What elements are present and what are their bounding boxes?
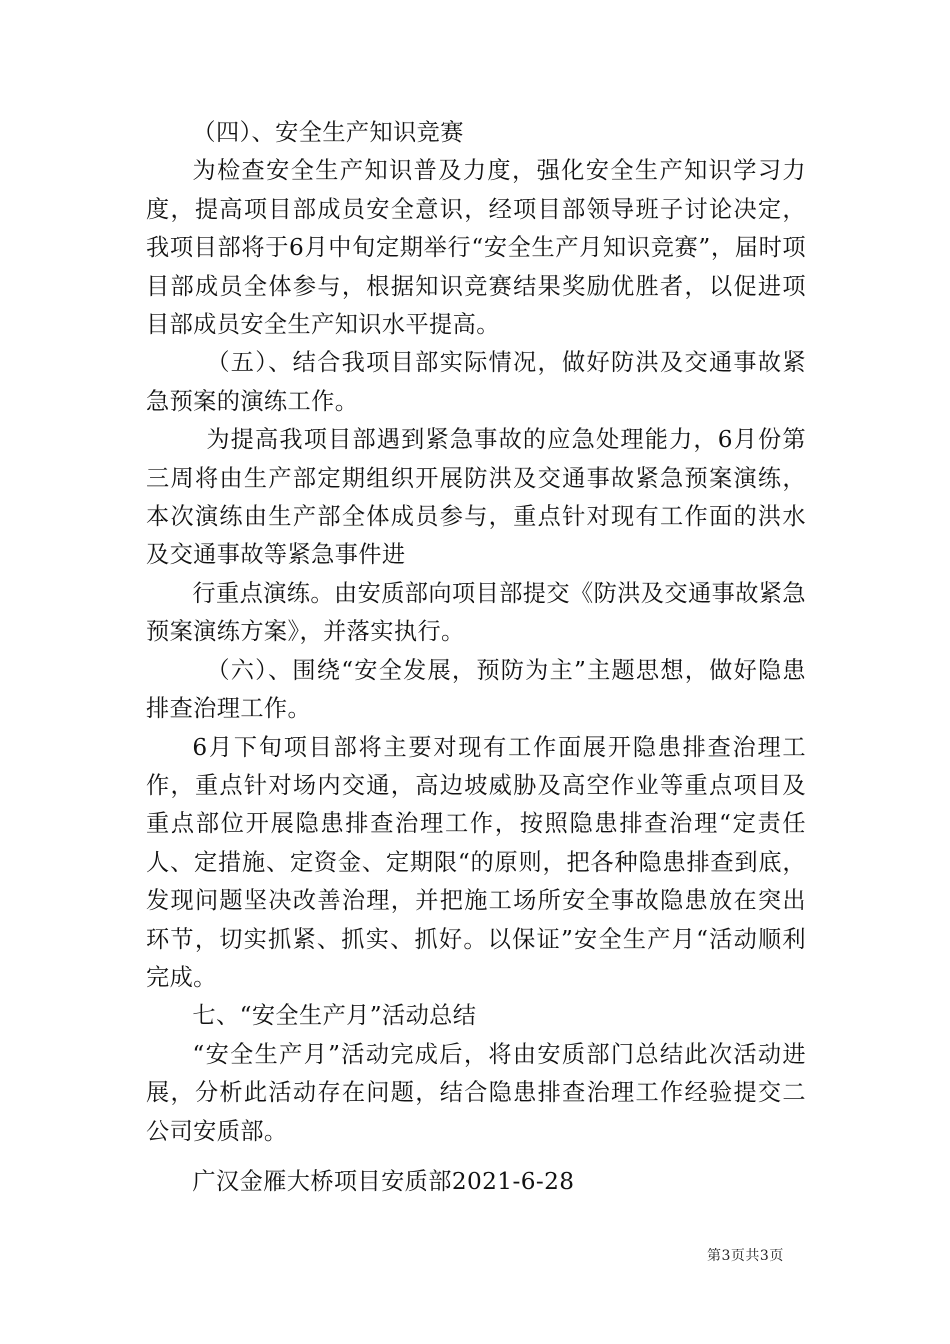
paragraph-activity-summary: “安全生产月”活动完成后，将由安质部门总结此次活动进展，分析此活动存在问题，结合隐患排查治理工作经验提交二公司安质部。 <box>146 1040 806 1145</box>
section-heading-6: （六）、围绕“安全发展，预防为主”主题思想，做好隐患排查治理工作。 <box>146 656 806 723</box>
paragraph-drill-plan: 行重点演练。由安质部向项目部提交《防洪及交通事故紧急预案演练方案》，并落实执行。 <box>146 579 806 646</box>
page-number: 第3页共3页 <box>707 1248 784 1264</box>
paragraph-hazard-inspection: 6月下旬项目部将主要对现有工作面展开隐患排查治理工作，重点针对场内交通，高边坡威胁及高空作业等重点项目及重点部位开展隐患排查治理工作，按照隐患排查治理“定责任人、定措施、定资金、定期限“的原则，把各种隐患排查到底，发现问题坚决改善治理，并把施工场所安全事故隐患放在突出环节，切实抓紧、抓实、抓好。以保证”安全生产月“活动顺利完成。 <box>146 733 806 991</box>
paragraph-knowledge-contest: 为检查安全生产知识普及力度，强化安全生产知识学习力度，提高项目部成员安全意识，经项目部领导班子讨论决定，我项目部将于6月中旬定期举行“安全生产月知识竞赛”，届时项目部成员全体参与，根据知识竞赛结果奖励优胜者，以促进项目部成员安全生产知识水平提高。 <box>146 157 806 339</box>
signature-line: 广汉金雁大桥项目安质部2021-6-28 <box>192 1167 575 1195</box>
document-body <box>146 114 806 1201</box>
section-heading-4: （四）、安全生产知识竞赛 <box>192 119 464 146</box>
section-heading-5: （五）、结合我项目部实际情况，做好防洪及交通事故紧急预案的演练工作。 <box>146 349 806 415</box>
section-heading-7: 七、“安全生产月”活动总结 <box>192 1002 477 1030</box>
paragraph-emergency-drill: 为提高我项目部遇到紧急事故的应急处理能力，6月份第三周将由生产部定期组织开展防洪及交通事故紧急预案演练，本次演练由生产部全体成员参与，重点针对现有工作面的洪水及交通事故等紧急事件进 <box>146 426 806 569</box>
